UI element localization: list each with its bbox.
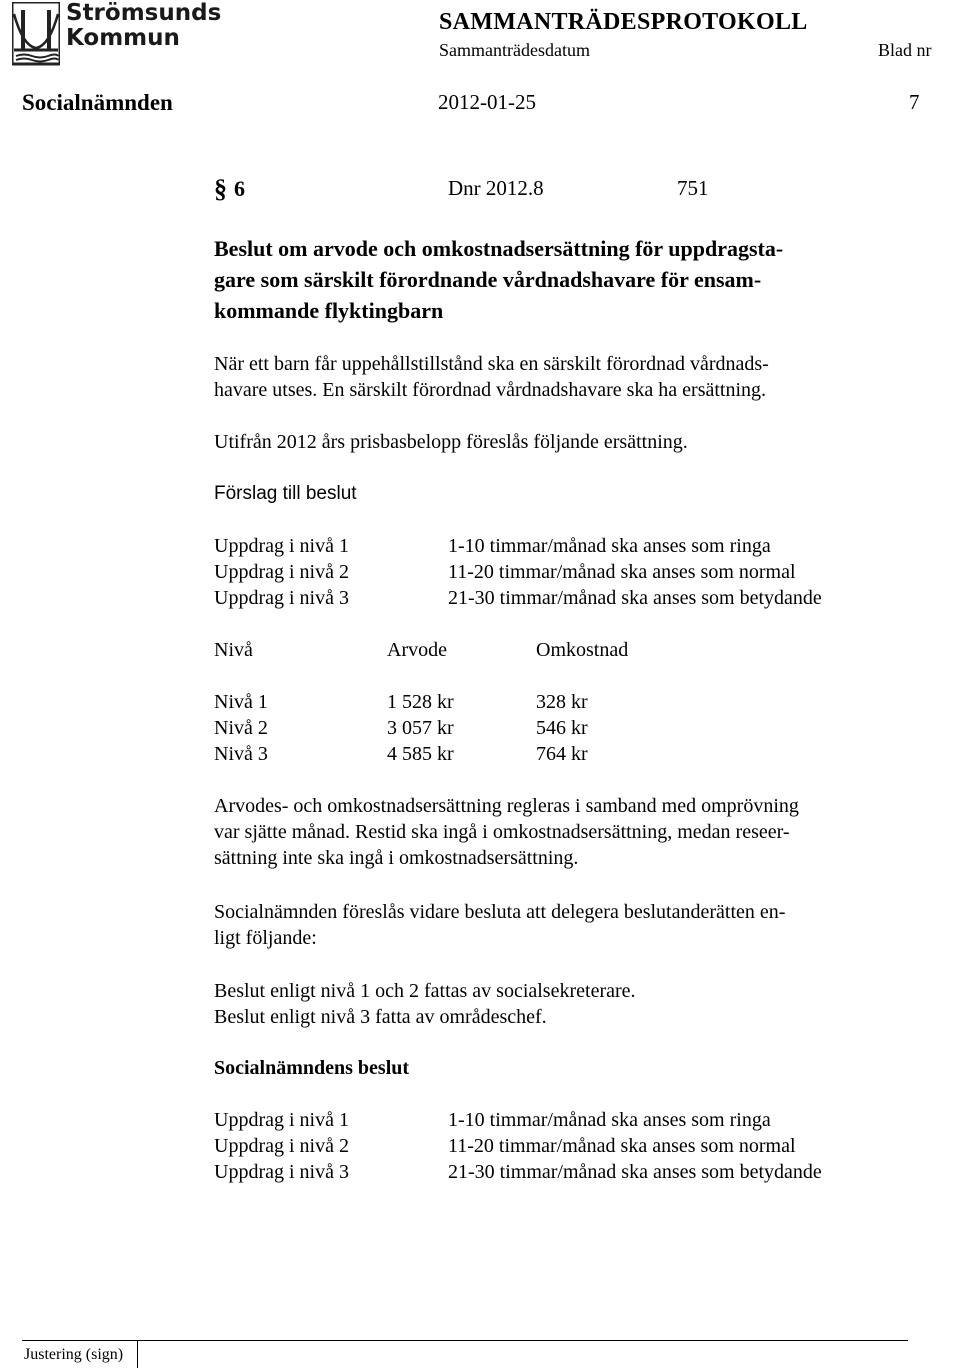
level-description: 11-20 timmar/månad ska anses som normal [448,561,796,583]
proposal-level-names [214,533,349,611]
delegation-line: ligt följande: [214,927,317,949]
decision-line: Beslut enligt nivå 3 fatta av områdeschef. [214,1006,547,1028]
section-mark: § [214,174,227,203]
decision-delegation [214,978,636,1030]
fee-table-header-expenses: Omkostnad [536,639,629,661]
decision-level-descriptions [448,1107,822,1185]
level-description: 11-20 timmar/månad ska anses som normal [448,1135,796,1157]
decision-heading: Socialnämndens beslut [214,1057,410,1079]
fee-table-col-expenses [536,689,588,767]
table-cell: 1 528 kr [387,691,454,713]
diary-code: 751 [677,176,709,200]
decision-line: Beslut enligt nivå 1 och 2 fattas av socialsekreterare. [214,980,636,1002]
table-cell: 328 kr [536,691,588,713]
fee-table-col-fee [387,689,454,767]
level-name: Uppdrag i nivå 3 [214,587,349,609]
department-name: Socialnämnden [22,90,173,115]
intro-line: När ett barn får uppehållstillstånd ska en särskilt förordnad vårdnads- [214,353,769,375]
bridge-logo-icon [12,2,60,66]
meeting-date: 2012-01-25 [438,90,536,114]
table-cell: Nivå 2 [214,717,268,739]
review-line: Arvodes- och omkostnadsersättning regleras i samband med omprövning [214,795,799,817]
page-number-label: Blad nr [878,40,932,60]
diary-number: Dnr 2012.8 [448,176,544,200]
basis-paragraph: Utifrån 2012 års prisbasbelopp föreslås följande ersättning. [214,431,688,453]
municipality-logo [12,0,222,70]
level-name: Uppdrag i nivå 3 [214,1161,349,1183]
fee-table-header-level: Nivå [214,639,253,661]
level-description: 1-10 timmar/månad ska anses som ringa [448,535,771,557]
review-line: sättning inte ska ingå i omkostnadsersättning. [214,847,579,869]
level-name: Uppdrag i nivå 2 [214,561,349,583]
delegation-paragraph [214,899,785,951]
intro-paragraph [214,351,769,403]
table-cell: 546 kr [536,717,588,739]
level-description: 21-30 timmar/månad ska anses som betydande [448,587,822,609]
logo-name-line1: Strömsunds [66,0,222,26]
document-title: SAMMANTRÄDESPROTOKOLL [439,9,808,35]
intro-line: havare utses. En särskilt förordnad vårdnadshavare ska ha ersättning. [214,379,767,401]
decision-title [214,233,783,326]
fee-table-header-fee: Arvode [387,639,447,661]
level-description: 21-30 timmar/månad ska anses som betydande [448,1161,822,1183]
page-number: 7 [909,90,920,114]
meeting-date-label: Sammanträdesdatum [439,40,590,60]
level-name: Uppdrag i nivå 1 [214,535,349,557]
proposal-level-descriptions [448,533,822,611]
proposal-heading: Förslag till beslut [214,483,357,504]
level-description: 1-10 timmar/månad ska anses som ringa [448,1109,771,1131]
table-cell: Nivå 3 [214,743,268,765]
level-name: Uppdrag i nivå 2 [214,1135,349,1157]
review-paragraph [214,793,799,871]
table-cell: 764 kr [536,743,588,765]
table-cell: 4 585 kr [387,743,454,765]
delegation-line: Socialnämnden föreslås vidare besluta att delegera beslutanderätten en- [214,901,786,923]
title-line: gare som särskilt förordnande vårdnadshavare för ensam- [214,267,762,292]
fee-table-col-level [214,689,268,767]
title-line: kommande flyktingbarn [214,298,444,323]
footer-divider [22,1340,908,1341]
decision-level-names [214,1107,349,1185]
table-cell: 3 057 kr [387,717,454,739]
signature-label: Justering (sign) [24,1346,124,1363]
table-cell: Nivå 1 [214,691,268,713]
level-name: Uppdrag i nivå 1 [214,1109,349,1131]
logo-name-line2: Kommun [66,25,180,51]
review-line: var sjätte månad. Restid ska ingå i omkostnadsersättning, medan reseer- [214,821,790,843]
title-line: Beslut om arvode och omkostnadsersättning för uppdragsta- [214,236,784,261]
paragraph-number: 6 [234,176,245,201]
